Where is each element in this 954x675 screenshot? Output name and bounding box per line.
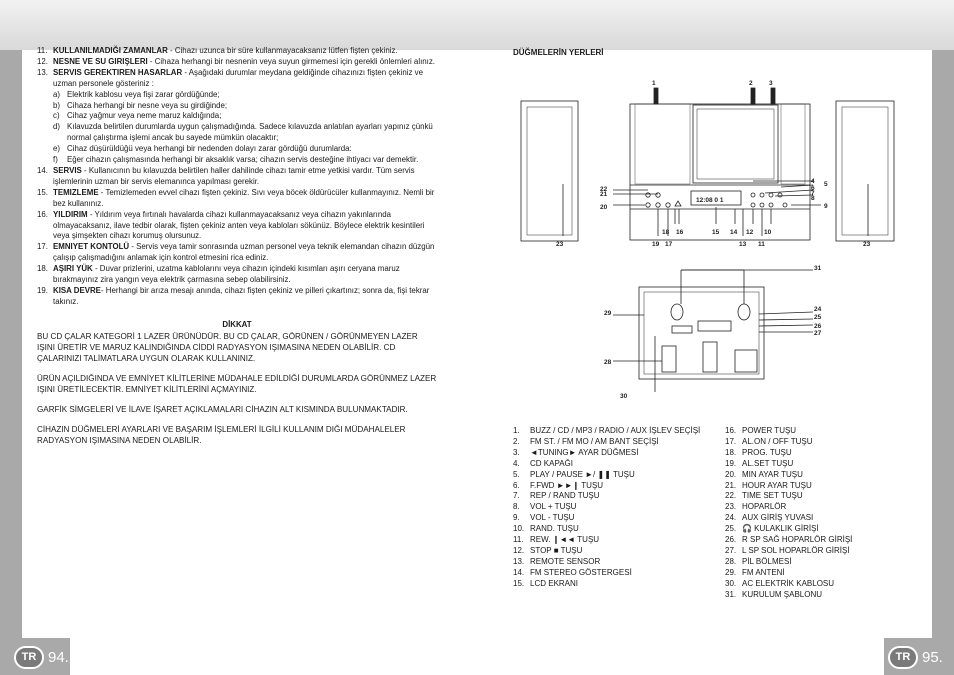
list-item: 8. VOL + TUŞU <box>513 502 577 512</box>
list-item: 9. VOL - TUŞU <box>513 513 575 523</box>
list-item: 19. AL.SET TUŞU <box>725 458 794 468</box>
callout-label: 17 <box>665 241 673 248</box>
callout-label: 19 <box>652 241 660 248</box>
list-item: 13. REMOTE SENSOR <box>513 556 601 566</box>
list-item: 2. FM ST. / FM MO / AM BANT SEÇİŞİ <box>513 436 659 446</box>
language-badge: TR <box>888 646 918 669</box>
list-item: 11. REW. ❙◄◄ TUŞU <box>513 535 600 545</box>
instruction-item: 14. SERVIS - Kullanıcının bu kılavuzda belirtilen haller dahilinde cihazı tamir etme yetkisi vardır. Tüm servis işlemlerinin uzman bir servis elemanınca yapılması gerekir. <box>37 165 415 186</box>
warning-paragraph: ÜRÜN AÇILDIĞINDA VE EMNİYET KİLİTLERİNE MÜDAHALE EDİLDİĞİ DURUMLARDA GÖRÜNMEZ LAZER IŞINI ÜRETİLECEKTİR. EMNİYET KİLİTLERİNİ AÇMAYINIZ. <box>37 373 437 394</box>
instruction-item: 18. AŞIRI YÜK - Duvar prizlerini, uzatma kablolarını veya cihazın içindeki kısımları aşırı ceryana maruz bırakmayınız zira yangın veya elektrik çarmasına sebep olabilirsiniz. <box>37 264 400 285</box>
list-item: 31. KURULUM ŞABLONU <box>725 589 823 599</box>
warning-title: DİKKAT <box>222 319 252 329</box>
sub-item: a) Elektrik kablosu veya fişi zarar gördüğünde; <box>53 89 220 99</box>
callout-label: 8 <box>811 195 815 202</box>
right-page-number <box>888 640 943 674</box>
callout-label: 22 <box>600 186 608 193</box>
list-item: 6. F.FWD ►►❙ TUŞU <box>513 480 604 490</box>
callout-label: 13 <box>739 241 747 248</box>
instruction-item: 11. KULLANILMADIĞI ZAMANLAR - Cihazı uzunca bir süre kullanmayacaksanız lütfen fişten çekiniz. <box>37 46 398 55</box>
lcd-readout: 12:08 0 1 <box>696 197 724 204</box>
callout-label: 15 <box>712 229 720 236</box>
language-badge: TR <box>14 646 44 669</box>
cd-lid <box>693 105 778 183</box>
callout-label: 16 <box>676 229 684 236</box>
list-item: 16. POWER TUŞU <box>725 426 797 435</box>
left-speaker <box>521 101 578 241</box>
list-item: 15. LCD EKRANI <box>513 578 579 588</box>
callout-label: 24 <box>814 306 822 313</box>
page-number-text: 94. <box>48 648 69 666</box>
callout-label: 29 <box>604 310 612 317</box>
sub-item: e) Cihaz düşürüldüğü veya herhangi bir nedenden dolayı zarar gördüğü durumlarda: <box>53 144 352 154</box>
instruction-item: 19. KISA DEVRE- Herhangi bir arıza mesajı anında, cihazı fişten çekiniz ve pilleri çıkartınız; sonra da, fişi tekrar takınız. <box>37 285 430 306</box>
list-item: 25. 🎧 KULAKLIK GİRİŞİ <box>725 524 819 534</box>
callout-label: 30 <box>620 393 628 400</box>
laser-warning <box>37 320 437 446</box>
callout-label: 14 <box>730 229 738 236</box>
list-item: 12. STOP ■ TUŞU <box>513 545 583 555</box>
sub-item: f) Eğer cihazın çalışmasında herhangi bir aksaklık varsa; cihazın servis desteğine ihtiyacı var demektir. <box>53 155 419 165</box>
list-item: 5. PLAY / PAUSE ►/ ❚❚ TUŞU <box>513 469 635 479</box>
list-item: 14. FM STEREO GÖSTERGESİ <box>513 567 632 577</box>
warning-paragraph: BU CD ÇALAR KATEGORİ 1 LAZER ÜRÜNÜDÜR. BU CD ÇALAR, GÖRÜNEN / GÖRÜNMEYEN LAZER IŞINI ÜRETİR VE MARUZ KALINDIĞINDA CİDDİ RADYASYON IŞIMASINA NEDEN OLABİLİR. CD ÇALARINIZI TALİMATLARA UYGUN OLARAK KULLANINIZ. <box>37 331 418 363</box>
callout-label: 25 <box>814 314 822 321</box>
callout-label: 2 <box>749 80 753 87</box>
safety-instructions <box>37 46 437 455</box>
callout-label: 10 <box>764 229 772 236</box>
instruction-item: 16. YILDIRIM - Yıldırım veya fırtınalı havalarda cihazı kullanmayacaksanız veya cihazın yakınlarında olmayacaksanız, ilave tedbir olarak, fişten çekiniz anten veya kabloları sökünüz. Böylece elektrik kesintileri veya şimşekten cihazı korumuş olursunuz. <box>37 209 425 241</box>
warning-paragraph: CİHAZIN DÜĞMELERİ AYARLARI VE BAŞARIM İŞLEMLERİ İLGİLİ KULLANIM DIĞI MÜDAHALELER RADYASYON IŞIMASINA NEDEN OLABİLİR. <box>37 424 406 445</box>
callout-label: 27 <box>814 330 822 337</box>
callout-label: 26 <box>814 323 822 330</box>
callout-label: 6 <box>811 185 815 192</box>
section-title: DÜĞMELERİN YERLERİ <box>513 48 604 57</box>
list-item: 10. RAND. TUŞU <box>513 524 579 534</box>
list-item: 17. AL.ON / OFF TUŞU <box>725 436 813 446</box>
callout-label: 23 <box>863 241 871 248</box>
callout-label: 5 <box>824 181 828 188</box>
list-item: 24. AUX GİRİŞ YUVASI <box>725 513 814 523</box>
callout-label: 4 <box>811 178 815 185</box>
list-item: 30. AC ELEKTRİK KABLOSU <box>725 578 835 588</box>
parts-list-column-1 <box>513 426 713 590</box>
callout-label: 28 <box>604 359 612 366</box>
main-unit-back <box>639 287 764 379</box>
callout-label: 1 <box>652 80 656 87</box>
list-item: 28. PİL BÖLMESİ <box>725 556 792 566</box>
instruction-item: 13. SERVIS GEREKTIREN HASARLAR - Aşağıdaki durumlar meydana geldiğinde cihazınızı fişten çekiniz ve uzman personele gösteriniz : <box>37 67 423 88</box>
instruction-item: 17. EMNIYET KONTOLÜ - Servis veya tamir sonrasında uzman personel veya teknik elemandan cihazın düzgün çalışıp çalışmadığını anlamak için kontrol etmesini rica ediniz. <box>37 242 435 263</box>
controls-diagram <box>513 74 923 404</box>
right-speaker <box>836 101 894 241</box>
sub-item: d) Kılavuzda belirtilen durumlarda uygun çalışmadığında. Sadece kılavuzda anlatılan ayarları yapınız çünkü normal çalıştırma işlemi ancak bu sayede mümkün olacaktır; <box>53 122 433 143</box>
list-item: 20. MIN AYAR TUŞU <box>725 469 803 479</box>
left-margin-bar <box>0 50 22 675</box>
list-item: 18. PROG. TUŞU <box>725 447 792 457</box>
list-item: 26. R SP SAĞ HOPARLÖR GİRİŞİ <box>725 535 853 545</box>
list-item: 29. FM ANTENİ <box>725 567 785 577</box>
callout-label: 9 <box>824 203 828 210</box>
callout-label: 3 <box>769 80 773 87</box>
callout-label: 20 <box>600 204 608 211</box>
instruction-item: 12. NESNE VE SU GIRIŞLERI - Cihaza herhangi bir nesnenin veya suyun girmemesi için gerekli önlemleri alınız. <box>37 56 435 66</box>
list-item: 4. CD KAPAĞI <box>513 458 573 468</box>
warning-paragraph: GARFİK SİMGELERİ VE İLAVE İŞARET AÇIKLAMALARI CİHAZIN ALT KISMINDA BULUNMAKTADIR. <box>37 404 408 414</box>
top-band <box>0 0 954 50</box>
instruction-item: 15. TEMIZLEME - Temizlemeden evvel cihazı fişten çekiniz. Sıvı veya böcek öldürücüler kullanmayınız. Nemli bir bez kullanınız. <box>37 187 435 208</box>
callout-label: 7 <box>811 190 815 197</box>
left-page-number <box>14 640 69 674</box>
sub-item: c) Cihaz yağmur veya neme maruz kaldığında; <box>53 111 222 121</box>
sub-item: b) Cihaza herhangi bir nesne veya su girdiğinde; <box>53 100 228 110</box>
parts-list-column-2 <box>725 426 925 601</box>
callout-label: 23 <box>556 241 564 248</box>
list-item: 7. REP / RAND TUŞU <box>513 491 600 501</box>
callout-label: 21 <box>600 191 608 198</box>
list-item: 21. HOUR AYAR TUŞU <box>725 480 812 490</box>
list-item: 3. ◄TUNING► AYAR DÜĞMESİ <box>513 447 639 457</box>
callout-label: 11 <box>758 241 765 248</box>
callout-label: 12 <box>746 229 754 236</box>
callout-label: 31 <box>814 265 822 272</box>
list-item: 22. TIME SET TUŞU <box>725 491 803 501</box>
right-margin-bar <box>932 50 954 675</box>
callout-label: 18 <box>662 229 670 236</box>
list-item: 27. L SP SOL HOPARLÖR GİRİŞİ <box>725 545 850 555</box>
list-item: 1. BUZZ / CD / MP3 / RADIO / AUX İŞLEV SEÇİŞİ <box>513 426 701 435</box>
page-number-text: 95. <box>922 648 943 666</box>
list-item: 23. HOPARLÖR <box>725 502 787 512</box>
